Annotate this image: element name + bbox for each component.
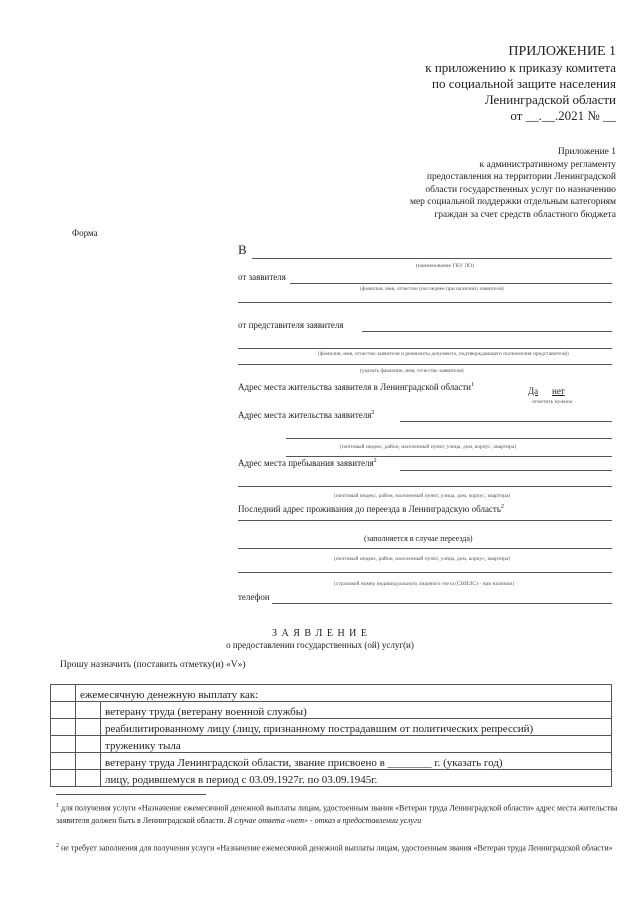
addr-stay-hint: (почтовый индекс, район, населенный пункт, улица, дом, корпус, квартира) <box>334 493 511 499</box>
table-row <box>51 770 612 787</box>
from-applicant-label: от заявителя <box>238 272 286 282</box>
services-table <box>50 684 612 787</box>
no-option[interactable]: нет <box>552 386 565 396</box>
addr-stay-field-2[interactable] <box>238 486 612 487</box>
applicant-name-field-2[interactable] <box>238 302 612 303</box>
fill-if-moved-hint: (заполняется в случае переезда) <box>364 534 473 543</box>
rep-field[interactable] <box>362 331 612 332</box>
appendix2-title: Приложение 1 <box>557 147 616 157</box>
checkbox-cell[interactable] <box>76 753 101 770</box>
spacer-cell <box>51 753 76 770</box>
appendix2-line: граждан за счет средств областного бюджета <box>434 209 616 220</box>
addr-res-field-2[interactable] <box>286 438 612 439</box>
appendix2-line: мер социальной поддержки отдельным категориям <box>409 197 616 207</box>
checkbox-cell[interactable] <box>51 685 76 702</box>
spacer-cell <box>51 770 76 787</box>
service-label: реабилитированному лицу (лицу, признанному пострадавшим от политических репрессий) <box>101 719 612 736</box>
footnote-2: $^2$ не требует заполнения для получения услуги «Назначение ежемесячной денежной выплаты лицам, удостоенным звания «Ветеран труда Ленинградской области» <box>56 843 613 853</box>
spacer-cell <box>51 719 76 736</box>
yes-no-hint: отметить нужное <box>532 399 573 405</box>
organ-hint: (наименование ГКУ ЛО) <box>416 263 474 269</box>
appendix1-block <box>425 44 616 124</box>
appendix1-line3: Ленинградской области <box>484 92 616 107</box>
checkbox-cell[interactable] <box>76 736 101 753</box>
addr-stay-field[interactable] <box>400 470 612 471</box>
spacer-cell <box>51 702 76 719</box>
request-text: Прошу назначить (поставить отметку(и) «V») <box>60 660 246 670</box>
addr-stay-label: Адрес места пребывания заявителя$^2$ <box>238 458 377 468</box>
last-addr-field[interactable] <box>238 520 612 521</box>
yes-option[interactable]: Да <box>528 386 539 396</box>
appendix2-line: к административному регламенту <box>479 159 616 170</box>
last-addr-field-2[interactable] <box>238 548 612 549</box>
service-label: лицу, родившемуся в период с 03.09.1927г. по 03.09.1945г. <box>101 770 612 787</box>
spacer-cell <box>51 736 76 753</box>
checkbox-cell[interactable] <box>76 719 101 736</box>
service-label: ветерану труда Ленинградской области, звание присвоено в ________ г. (указать год) <box>101 753 612 770</box>
phone-label: телефон <box>238 592 270 602</box>
appendix2-line: предоставления на территории Ленинградской <box>426 172 616 182</box>
snils-field[interactable] <box>238 572 612 573</box>
from-rep-label: от представителя заявителя <box>238 320 344 330</box>
addr-res-field-3[interactable] <box>286 456 612 457</box>
service-label: ежемесячную денежную выплату как: <box>76 685 612 702</box>
addr-res-hint: (почтовый индекс, район, населенный пункт, улица, дом, корпус, квартира) <box>340 444 517 450</box>
table-row <box>51 685 612 702</box>
footnote-1: $^1$ для получения услуги «Назначение ежемесячной денежной выплаты лицам, удостоенным звания «Ветеран труда Ленинградской области» адрес места жительства заявителя должен быть в Ленинградской области. В случае ответа «нет» - отказ в предоставлении услуги <box>56 803 618 825</box>
rep-name-hint: (указать фамилию, имя, отчество заявителя) <box>360 368 464 374</box>
appendix1-line1: к приложению к приказу комитета <box>425 60 616 75</box>
statement-subtitle: о предоставлении государственных (ой) услуг(и) <box>226 640 414 650</box>
rep-field-3[interactable] <box>238 364 612 365</box>
organ-field[interactable] <box>252 258 612 259</box>
addr-lo-label: Адрес места жительства заявителя в Ленинградской области$^1$ <box>238 382 474 392</box>
appendix2-line: области государственных услуг по назначению <box>425 184 616 195</box>
service-label: ветерану труда (ветерану военной службы) <box>101 702 612 719</box>
header-to: В <box>238 242 247 257</box>
checkbox-cell[interactable] <box>76 770 101 787</box>
rep-field-2[interactable] <box>238 348 612 349</box>
form-label: Форма <box>72 228 98 238</box>
statement-title: З А Я В Л Е Н И Е <box>271 628 368 639</box>
checkbox-cell[interactable] <box>76 702 101 719</box>
table-row <box>51 736 612 753</box>
applicant-name-hint: (фамилия, имя, отчество (последнее при наличии) заявителя) <box>360 286 504 292</box>
addr-res-field[interactable] <box>400 421 612 422</box>
phone-field[interactable] <box>272 603 612 604</box>
last-addr-label: Последний адрес проживания до переезда в Ленинградскую область$^2$ <box>238 504 504 514</box>
rep-doc-hint: (фамилия, имя, отчество заявителя и реквизиты документа, подтверждающего полномочия представителя) <box>318 351 569 357</box>
appendix1-title: ПРИЛОЖЕНИЕ 1 <box>508 44 616 59</box>
table-row <box>51 753 612 770</box>
applicant-name-field[interactable] <box>290 283 612 284</box>
addr-res-label: Адрес места жительства заявителя$^2$ <box>238 410 375 420</box>
last-addr-hint: (почтовый индекс, район, населенный пункт, улица, дом, корпус, квартира) <box>334 556 511 562</box>
table-row <box>51 719 612 736</box>
service-label: труженику тыла <box>101 736 612 753</box>
snils-hint: (страховой номер индивидуального лицевого счета (СНИЛС) - при наличии) <box>334 581 515 587</box>
footnote-divider <box>56 794 206 795</box>
appendix1-line4: от __.__.2021 № __ <box>510 108 616 123</box>
appendix1-line2: по социальной защите населения <box>431 76 616 91</box>
appendix2-block <box>410 146 616 221</box>
table-row <box>51 702 612 719</box>
